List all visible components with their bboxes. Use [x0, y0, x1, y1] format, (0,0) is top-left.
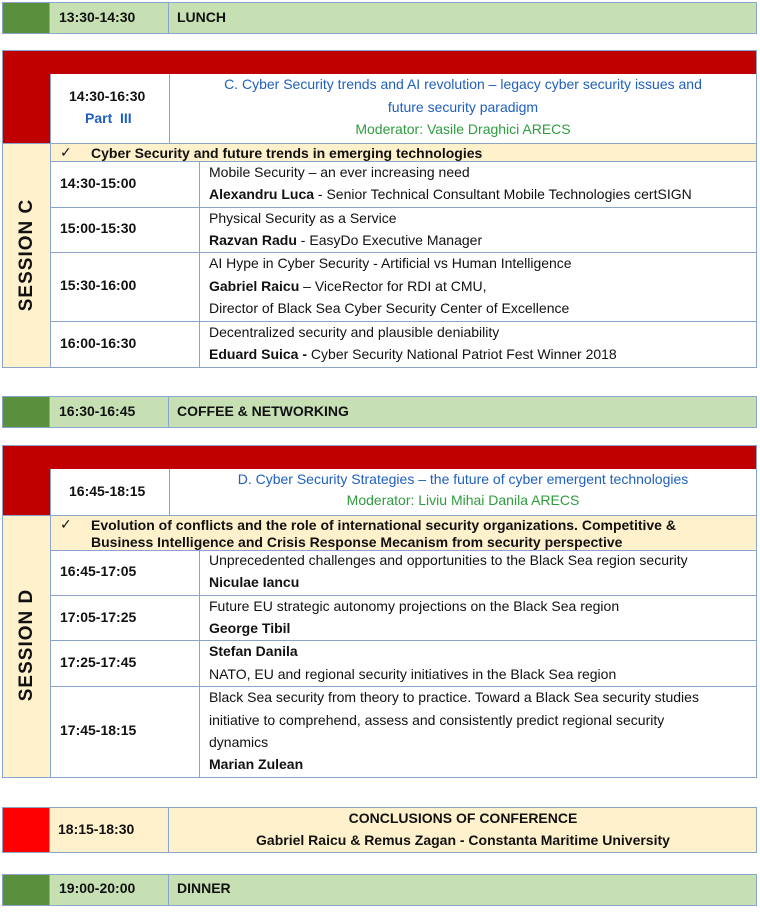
- coffee-label: COFFEE & NETWORKING: [177, 403, 349, 419]
- session-c-row-speaker: Gabriel Raicu: [209, 278, 300, 294]
- session-c-red-cell: [3, 74, 50, 143]
- session-d-row-time: 17:25-17:45: [60, 654, 137, 670]
- conclusions-marker: [3, 808, 49, 852]
- dinner-row: [2, 874, 757, 906]
- session-d-title: D. Cyber Security Strategies – the future of cyber emergent technologies: [237, 471, 689, 487]
- conclusions-title: CONCLUSIONS OF CONFERENCE: [348, 810, 578, 826]
- session-d-row-speaker: George Tibil: [209, 620, 291, 636]
- session-c-row-affiliation: - Senior Technical Consultant Mobile Technologies certSIGN: [314, 186, 692, 202]
- session-d-red-cell: [3, 469, 50, 515]
- session-c-row-extra: Director of Black Sea Cyber Security Center of Excellence: [209, 300, 570, 316]
- session-c-row-title: AI Hype in Cyber Security - Artificial vs Human Intelligence: [209, 255, 572, 271]
- lunch-time: 13:30-14:30: [59, 9, 136, 25]
- session-c-block: [2, 50, 757, 368]
- session-c-row-title: Physical Security as a Service: [209, 210, 397, 226]
- session-c-row-speaker-line: [209, 229, 482, 251]
- dinner-label: DINNER: [177, 880, 231, 896]
- session-c-row-speaker-line: [209, 183, 692, 205]
- session-c-row-time: 16:00-16:30: [60, 335, 137, 351]
- session-d-header-time: 16:45-18:15: [69, 483, 146, 499]
- lunch-label: LUNCH: [177, 9, 226, 25]
- session-d-row-speaker: Marian Zulean: [209, 756, 304, 772]
- session-d-row-time: 16:45-17:05: [60, 563, 137, 579]
- coffee-marker: [3, 397, 49, 427]
- conclusions-row: [2, 807, 757, 853]
- session-c-row-speaker: Razvan Radu: [209, 232, 297, 248]
- session-d-row-title: initiative to comprehend, assess and consistently predict regional security: [209, 712, 665, 728]
- session-c-header-time: 14:30-16:30: [69, 88, 146, 104]
- session-c-row-speaker-line: [209, 275, 487, 297]
- session-c-row-speaker: Eduard Suica -: [209, 346, 308, 362]
- session-c-title-1: C. Cyber Security trends and AI revolution – legacy cyber security issues and: [224, 76, 702, 92]
- session-c-row-title: Decentralized security and plausible deniability: [209, 324, 500, 340]
- session-d-row-title: Black Sea security from theory to practice. Toward a Black Sea security studies: [209, 689, 699, 705]
- coffee-time: 16:30-16:45: [59, 403, 136, 419]
- coffee-row: [2, 396, 757, 428]
- session-c-row-time: 15:30-16:00: [60, 277, 137, 293]
- session-c-title-2: future security paradigm: [387, 99, 539, 115]
- session-d-moderator: Moderator: Liviu Mihai Danila ARECS: [346, 492, 580, 508]
- session-c-topic: Cyber Security and future trends in emerging technologies: [91, 145, 483, 161]
- session-c-row-affiliation: – ViceRector for RDI at CMU,: [299, 278, 487, 294]
- session-c-row-affiliation: - EasyDo Executive Manager: [296, 232, 483, 248]
- session-d-row-title: Unprecedented challenges and opportunities to the Black Sea region security: [209, 552, 688, 568]
- session-d-label: SESSION D: [16, 588, 37, 702]
- session-d-row-time: 17:45-18:15: [60, 722, 137, 738]
- session-c-row-speaker-line: [209, 343, 617, 365]
- session-d-row-speaker: Niculae Iancu: [209, 574, 300, 590]
- session-d-topic-check: ✓: [60, 516, 72, 532]
- session-d-topic-2: Business Intelligence and Crisis Response Mecanism from security perspective: [91, 534, 623, 550]
- session-c-row-time: 15:00-15:30: [60, 220, 137, 236]
- dinner-time: 19:00-20:00: [59, 880, 136, 896]
- conclusions-speakers: Gabriel Raicu & Remus Zagan - Constanta Maritime University: [256, 832, 670, 848]
- session-c-moderator: Moderator: Vasile Draghici ARECS: [355, 121, 571, 137]
- session-d-row-title: NATO, EU and regional security initiatives in the Black Sea region: [209, 666, 617, 682]
- session-d-topic-1: Evolution of conflicts and the role of international security organizations. Competitive &: [91, 517, 676, 533]
- dinner-marker: [3, 875, 49, 905]
- lunch-row: [2, 2, 757, 34]
- conclusions-time: 18:15-18:30: [58, 821, 135, 837]
- session-d-row-title: Future EU strategic autonomy projections on the Black Sea region: [209, 598, 620, 614]
- session-c-topic-check: ✓: [60, 144, 72, 160]
- session-c-red-band: [3, 51, 756, 74]
- session-c-row-time: 14:30-15:00: [60, 175, 137, 191]
- session-d-red-band: [3, 446, 756, 469]
- session-c-label: SESSION C: [16, 198, 37, 312]
- session-d-block: [2, 445, 757, 778]
- session-c-part: Part III: [85, 110, 132, 126]
- session-d-row-time: 17:05-17:25: [60, 609, 137, 625]
- lunch-marker: [3, 3, 49, 33]
- session-c-row-title: Mobile Security – an ever increasing need: [209, 164, 470, 180]
- session-d-row-title: dynamics: [209, 734, 269, 750]
- session-c-row-affiliation: Cyber Security National Patriot Fest Winner 2018: [307, 346, 617, 362]
- session-d-row-speaker: Stefan Danila: [209, 643, 298, 659]
- session-c-row-speaker: Alexandru Luca: [209, 186, 315, 202]
